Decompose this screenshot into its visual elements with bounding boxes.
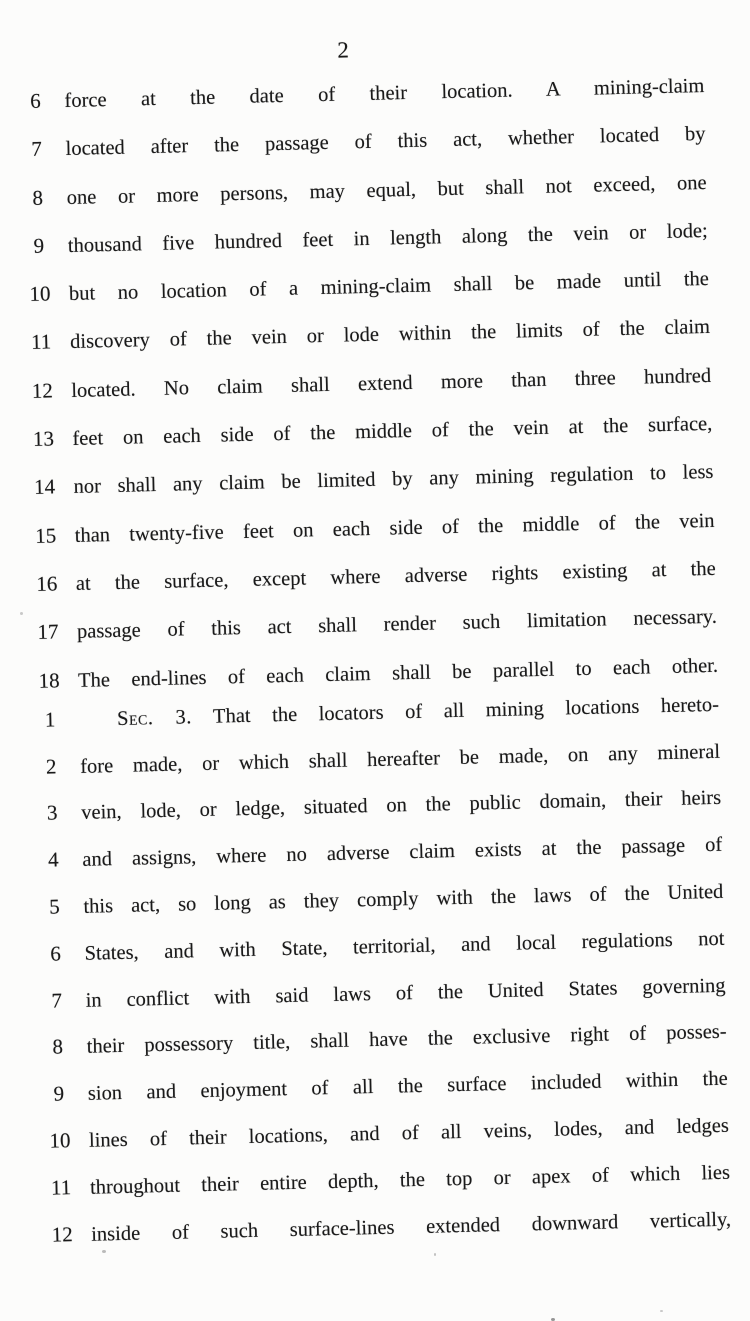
paragraph-section-2 (20, 61, 719, 705)
document-body (20, 61, 732, 1258)
line-text: States, and with State, territorial, and local regulations not (84, 927, 725, 965)
line-text: at the surface, except where adverse rights existing at the (75, 557, 716, 595)
line-number: 18 (38, 667, 60, 693)
line-text: located after the passage of this act, whether located by (65, 123, 706, 161)
line-number: 14 (33, 474, 56, 500)
line-number: 8 (52, 1034, 64, 1060)
line-number: 1 (44, 707, 56, 732)
scan-speck (20, 612, 23, 615)
line-text: nor shall any claim be limited by any mining regulation to less (73, 461, 714, 499)
line-text: fore made, or which shall hereafter be made, on any mineral (79, 740, 721, 778)
line-number: 12 (51, 1221, 73, 1247)
line-text: force at the date of their location. A mining-claim (64, 74, 705, 113)
line-number: 9 (53, 1081, 65, 1106)
line-number: 11 (50, 1175, 72, 1200)
line-text: this act, so long as they comply with the laws of the United (83, 880, 724, 918)
line-text: than twenty-five feet on each side of the middle of the vein (74, 509, 715, 547)
line-number: 3 (46, 800, 58, 826)
line-number: 2 (45, 754, 57, 779)
line-text: inside of such surface-lines extended downward vertically, (90, 1208, 732, 1246)
line-number: 8 (32, 185, 44, 210)
line-number: 16 (36, 571, 58, 596)
line-text: lines of their locations, and of all veins, lodes, and ledges (88, 1114, 730, 1152)
line-number: 10 (49, 1128, 71, 1153)
line-text: passage of this act shall render such limitation necessary. (76, 606, 718, 644)
paragraph-section-3 (35, 681, 732, 1259)
line-text: and assigns, where no adverse claim exists at the passage of (82, 834, 723, 872)
line-number: 9 (33, 233, 45, 258)
scan-speck (434, 1253, 436, 1256)
line-number: 15 (34, 523, 57, 548)
line-text: one or more persons, may equal, but shall not exceed, one (66, 171, 707, 209)
line-text: thousand five hundred feet in length along the vein or lode; (67, 219, 708, 257)
scan-speck (660, 1310, 663, 1312)
line-text: The end-lines of each claim shall be parallel to each other. (77, 654, 719, 692)
line-text: vein, lode, or ledge, situated on the public domain, their heirs (81, 787, 722, 825)
scan-speck (102, 1250, 106, 1253)
line-number: 6 (50, 941, 62, 966)
line-text: sion and enjoyment of all the surface included within the (87, 1067, 728, 1105)
line-number: 6 (29, 88, 41, 113)
line-number: 13 (32, 426, 55, 451)
line-number: 5 (48, 894, 60, 919)
line-number: 4 (47, 847, 59, 872)
line-text: feet on each side of the middle of the vein at the surface, (72, 412, 713, 451)
line-text: Sec. 3. That the locators of all mining locations hereto- (116, 693, 720, 730)
line-text: but no location of a mining-claim shall be made until the (68, 268, 710, 306)
line-number: 7 (31, 136, 43, 162)
line-text: discovery of the vein or lode within the limits of the claim (69, 316, 711, 354)
line-text: their possessory title, shall have the exclusive right of posses- (86, 1021, 727, 1059)
line-number: 11 (30, 329, 52, 355)
line-text: throughout their entire depth, the top or apex of which lies (89, 1161, 731, 1199)
line-number: 7 (51, 987, 63, 1013)
line-number: 17 (37, 619, 59, 645)
page-number: 2 (337, 37, 351, 63)
line-text: in conflict with said laws of the United States governing (85, 974, 726, 1012)
line-number: 12 (31, 378, 54, 403)
section-label: Sec. 3. (116, 706, 193, 730)
line-text: located. No claim shall extend more than three hundred (71, 364, 712, 402)
line-number: 10 (29, 281, 51, 307)
